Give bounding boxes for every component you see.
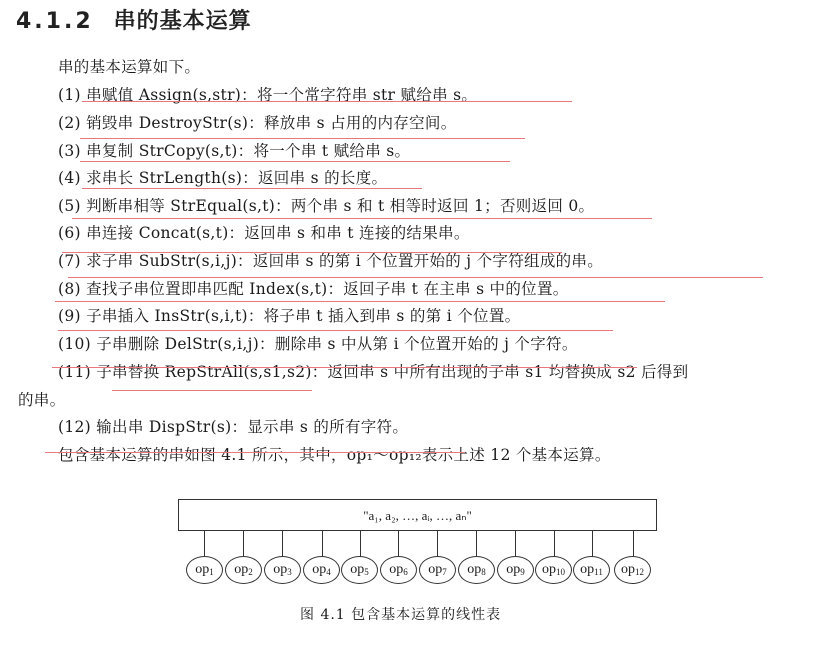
annotation-underline	[72, 218, 652, 219]
operation-item-5: (5) 判断串相等 StrEqual(s,t)：两个串 s 和 t 相等时返回 1；否则返回 0。	[58, 197, 595, 215]
op-node-7: $op_7$	[419, 556, 456, 584]
connector-line	[398, 531, 399, 557]
connector-line	[476, 531, 477, 557]
op-node-2: $op_2$	[225, 556, 262, 584]
annotation-underline	[55, 301, 665, 302]
operation-item-10: (10) 子串删除 DelStr(s,i,j)：删除串 s 中从第 i 个位置开始的 j 个字符。	[58, 335, 578, 353]
annotation-underline	[82, 188, 422, 189]
annotation-underline	[45, 452, 465, 453]
connector-line	[437, 531, 438, 557]
op-node-4: $op_4$	[303, 556, 340, 584]
op-index: 5	[364, 567, 369, 577]
connector-line	[282, 531, 283, 557]
operation-item-3: (3) 串复制 StrCopy(s,t)：将一个串 t 赋给串 s。	[58, 142, 411, 160]
string-box: "a₁, a₂, …, aᵢ, …, aₙ"	[178, 499, 657, 531]
op-index: 7	[442, 567, 447, 577]
operation-item-6: (6) 串连接 Concat(s,t)：返回串 s 和串 t 连接的结果串。	[58, 224, 470, 242]
annotation-underline	[62, 252, 562, 253]
operation-item-11-continuation: 的串。	[18, 391, 66, 409]
connector-line	[360, 531, 361, 557]
connector-line	[592, 531, 593, 557]
op-index: 10	[556, 567, 565, 577]
connector-line	[554, 531, 555, 557]
operation-item-7: (7) 求子串 SubStr(s,i,j)：返回串 s 的第 i 个位置开始的 j 个字符组成的串。	[58, 252, 604, 270]
op-node-12: $op_{12}$	[614, 556, 651, 584]
connector-line	[322, 531, 323, 557]
annotation-underline	[68, 277, 763, 278]
op-index: 1	[209, 567, 214, 577]
section-number: 4.1.2	[16, 9, 94, 34]
operation-item-11: (11) 子串替换 RepStrAll(s,s1,s2)：返回串 s 中所有出现的子串 s1 均替换成 s2 后得到	[58, 363, 689, 381]
annotation-underline	[58, 330, 613, 331]
op-node-3: $op_3$	[264, 556, 301, 584]
annotation-underline	[52, 367, 637, 368]
annotation-underline	[112, 390, 312, 391]
op-index: 11	[594, 567, 603, 577]
operation-item-4: (4) 求串长 StrLength(s)：返回串 s 的长度。	[58, 169, 388, 187]
intro-text: 串的基本运算如下。	[58, 58, 201, 76]
annotation-underline	[80, 138, 525, 139]
op-index: 9	[520, 567, 525, 577]
annotation-underline	[80, 161, 510, 162]
op-node-9: $op_9$	[497, 556, 534, 584]
operation-item-9: (9) 子串插入 InsStr(s,i,t)：将子串 t 插入到串 s 的第 i 个位置。	[58, 307, 521, 325]
op-node-5: $op_5$	[341, 556, 378, 584]
op-node-1: $op_1$	[186, 556, 223, 584]
op-node-8: $op_8$	[458, 556, 495, 584]
op-index: 8	[481, 567, 486, 577]
connector-line	[515, 531, 516, 557]
op-node-6: $op_6$	[380, 556, 417, 584]
section-heading	[16, 4, 252, 35]
annotation-underline	[82, 101, 572, 102]
connector-line	[204, 531, 205, 557]
op-node-11: $op_{11}$	[573, 556, 610, 584]
op-index: 4	[326, 567, 331, 577]
section-title: 串的基本运算	[113, 9, 252, 34]
figure-caption: 图 4.1 包含基本运算的线性表	[300, 607, 502, 623]
operation-item-1: (1) 串赋值 Assign(s,str)：将一个常字符串 str 赋给串 s。	[58, 86, 478, 104]
op-index: 2	[248, 567, 253, 577]
operation-item-12: (12) 输出串 DispStr(s)：显示串 s 的所有字符。	[58, 418, 409, 436]
op-index: 6	[403, 567, 408, 577]
operation-item-8: (8) 查找子串位置即串匹配 Index(s,t)：返回子串 t 在主串 s 中的位置。	[58, 280, 569, 298]
operation-item-2: (2) 销毁串 DestroyStr(s)：释放串 s 占用的内存空间。	[58, 114, 457, 132]
connector-line	[243, 531, 244, 557]
op-index: 3	[287, 567, 292, 577]
connector-line	[633, 531, 634, 557]
op-index: 12	[635, 567, 644, 577]
summary-text: 包含基本运算的串如图 4.1 所示，其中，op₁～op₁₂表示上述 12 个基本运算。	[58, 446, 611, 464]
op-node-10: $op_{10}$	[535, 556, 572, 584]
